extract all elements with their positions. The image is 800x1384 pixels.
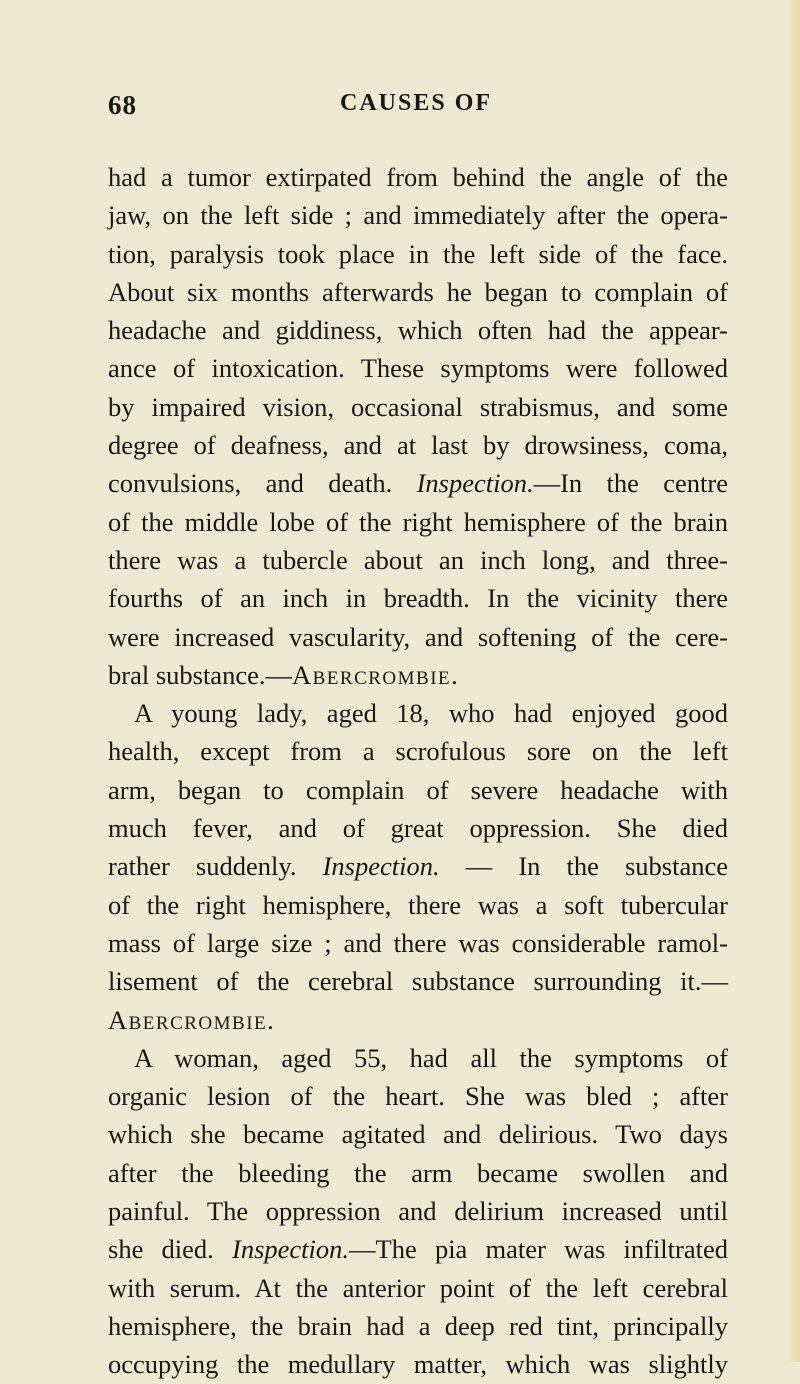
text-run: About six months afterwards he began to complain of (108, 276, 728, 307)
text-line (108, 732, 728, 770)
text-run: by impaired vision, occasional strabismus, and some (108, 391, 728, 422)
text-run: convulsions, and death. (108, 468, 417, 499)
text-run: fourths of an inch in breadth. In the vicinity there (108, 583, 728, 614)
italic-text: Inspection. (322, 851, 440, 882)
text-line (108, 962, 728, 1000)
author-citation: Abercrombie. (291, 659, 460, 690)
text-line (108, 579, 728, 617)
text-line (108, 1192, 728, 1230)
text-line (108, 1001, 728, 1039)
text-run: arm, began to complain of severe headache with (108, 774, 728, 805)
text-line (108, 388, 728, 426)
text-run: health, except from a scrofulous sore on the left (108, 736, 728, 767)
text-line (108, 1230, 728, 1268)
text-run: tion, paralysis took place in the left side of the face. (108, 238, 728, 269)
text-line (108, 349, 728, 387)
author-citation: Abercrombie. (108, 1004, 276, 1035)
text-run: after the bleeding the arm became swollen and (108, 1157, 728, 1188)
page-number: 68 (108, 90, 137, 120)
text-line (108, 503, 728, 541)
text-line (108, 311, 728, 349)
text-run: had a tumor extirpated from behind the angle of the (108, 162, 728, 192)
text-line (108, 196, 728, 234)
text-run: rather suddenly. (108, 851, 323, 882)
page-header (0, 90, 800, 130)
text-line (108, 1269, 728, 1307)
italic-text: Inspection. (416, 468, 534, 499)
text-line (108, 809, 728, 847)
text-run: bral substance.— (108, 659, 292, 690)
text-line (108, 273, 728, 311)
text-line (108, 1345, 728, 1383)
text-line (108, 1077, 728, 1115)
text-line (108, 1115, 728, 1153)
text-line (108, 1039, 728, 1077)
text-line (108, 656, 728, 694)
text-run: much fever, and of great oppression. She died (108, 813, 728, 844)
text-line (108, 541, 728, 579)
page-edge (786, 0, 800, 1362)
text-run: A young lady, aged 18, who had enjoyed good (134, 698, 728, 729)
body-text (108, 158, 728, 1384)
text-run: occupying the medullary matter, which was slightly (108, 1349, 728, 1380)
text-line (108, 771, 728, 809)
text-line (108, 847, 728, 885)
text-run: ance of intoxication. These symptoms were followed (108, 353, 728, 384)
text-line (108, 886, 728, 924)
text-run: of the right hemisphere, there was a soft tubercular (108, 889, 728, 920)
text-run: —In the centre (533, 468, 728, 499)
text-line (108, 618, 728, 656)
text-line (108, 1154, 728, 1192)
text-run: — In the substance (439, 851, 728, 882)
text-run: of the middle lobe of the right hemisphere of the brain (108, 506, 728, 537)
text-run: hemisphere, the brain had a deep red tint, principally (108, 1310, 728, 1341)
text-line (108, 426, 728, 464)
running-head: CAUSES OF (340, 90, 493, 116)
text-run: with serum. At the anterior point of the left cerebral (108, 1272, 728, 1303)
text-line (108, 235, 728, 273)
text-line (108, 1307, 728, 1345)
text-run: she died. (108, 1234, 233, 1265)
text-run: degree of deafness, and at last by drowsiness, coma, (108, 430, 728, 461)
text-run: which she became agitated and delirious. Two days (108, 1119, 728, 1150)
text-run: mass of large size ; and there was considerable ramol- (108, 927, 728, 958)
text-run: jaw, on the left side ; and immediately after the opera- (108, 200, 728, 231)
text-run: there was a tubercle about an inch long, and three- (108, 544, 728, 575)
text-run: —The pia mater was infiltrated (349, 1234, 728, 1265)
italic-text: Inspection. (232, 1234, 350, 1265)
text-run: headache and giddiness, which often had the appear- (108, 315, 728, 346)
text-line (108, 158, 728, 196)
text-run: organic lesion of the heart. She was bled ; after (108, 1081, 728, 1112)
text-line (108, 694, 728, 732)
text-line (108, 464, 728, 502)
text-run: were increased vascularity, and softening of the cere- (108, 621, 728, 652)
text-run: A woman, aged 55, had all the symptoms of (134, 1042, 728, 1073)
text-run: lisement of the cerebral substance surrounding it.— (108, 966, 728, 997)
text-run: painful. The oppression and delirium increased until (108, 1196, 728, 1227)
text-line (108, 924, 728, 962)
